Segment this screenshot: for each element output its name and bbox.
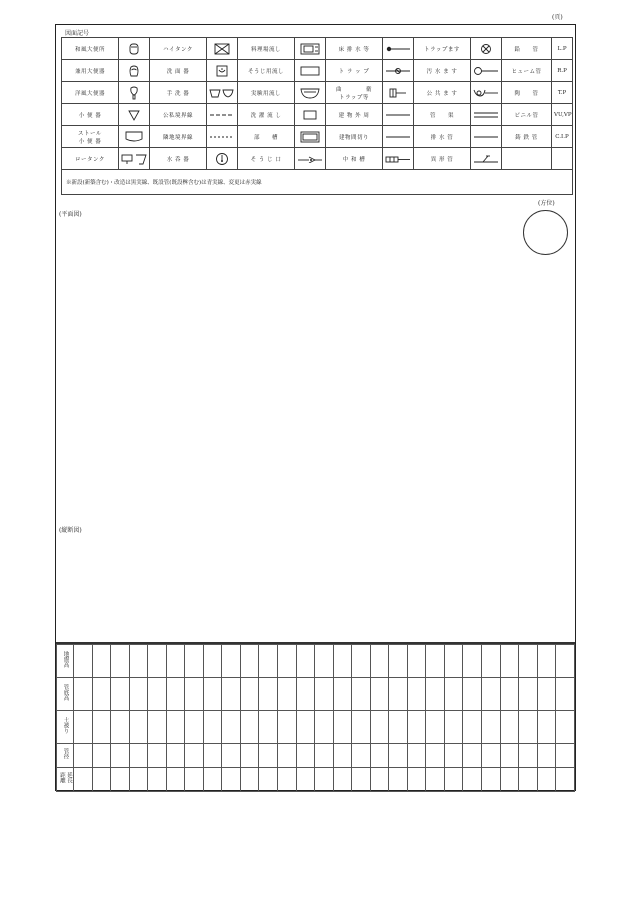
legend-abbr (552, 148, 573, 170)
inspection-cell[interactable] (315, 743, 334, 767)
legend-label: 洗 濯 流 し (238, 104, 295, 126)
legend-abbr: R.P (552, 60, 573, 82)
neutralization-tank-icon (383, 148, 414, 170)
legend-label: 鋳 鉄 管 (502, 126, 552, 148)
inspection-cell[interactable] (92, 645, 111, 678)
inspection-cell[interactable] (333, 677, 352, 710)
inspection-cell[interactable] (203, 710, 222, 743)
inspection-cell[interactable] (556, 710, 575, 743)
cleanout-icon (295, 148, 326, 170)
inspection-cell[interactable] (426, 710, 445, 743)
lab-sink-icon (295, 82, 326, 104)
inspection-cell[interactable] (111, 710, 130, 743)
inspection-cell[interactable] (148, 677, 167, 710)
compass-circle (523, 210, 568, 255)
section-view-label: (縦断図) (59, 527, 82, 534)
sewage-basin-icon (471, 60, 502, 82)
inspection-cell[interactable] (463, 677, 482, 710)
inspection-cell[interactable] (519, 743, 538, 767)
inspection-cell[interactable] (537, 677, 556, 710)
inspection-cell[interactable] (315, 767, 334, 791)
legend-label: ヒューム管 (502, 60, 552, 82)
inspection-cell[interactable] (389, 645, 408, 678)
inspection-cell[interactable] (166, 767, 185, 791)
legend-row (62, 126, 573, 148)
inspection-cell[interactable] (333, 743, 352, 767)
tank-icon (295, 126, 326, 148)
building-partition-line-icon (383, 126, 414, 148)
legend-row (62, 148, 573, 170)
inspection-cell[interactable] (166, 677, 185, 710)
public-private-boundary-line-icon (207, 104, 238, 126)
legend-row (62, 60, 573, 82)
inspection-cell[interactable] (278, 767, 297, 791)
inspection-cell[interactable] (407, 767, 426, 791)
inspection-cell[interactable] (74, 645, 93, 678)
inspection-cell[interactable] (352, 743, 371, 767)
legend-label: ロータンク (62, 148, 119, 170)
inspection-cell[interactable] (111, 743, 130, 767)
inspection-cell[interactable] (129, 710, 148, 743)
inspection-cell[interactable] (222, 767, 241, 791)
inspection-cell[interactable] (537, 767, 556, 791)
drain-pipe-line-icon (471, 126, 502, 148)
legend-label: 洗 面 器 (150, 60, 207, 82)
inspection-cell[interactable] (407, 743, 426, 767)
high-tank-icon (207, 38, 238, 60)
inspection-cell[interactable] (185, 645, 204, 678)
inspection-cell[interactable] (426, 645, 445, 678)
inspection-cell[interactable] (463, 767, 482, 791)
inspection-cell[interactable] (222, 677, 241, 710)
inspection-cell[interactable] (222, 645, 241, 678)
inspection-cell[interactable] (556, 645, 575, 678)
inspection-cell[interactable] (444, 645, 463, 678)
inspection-cell[interactable] (333, 710, 352, 743)
legend-row (62, 104, 573, 126)
inspection-row-label: 土被り (57, 710, 74, 743)
drinking-fountain-icon (207, 148, 238, 170)
legend-label (502, 148, 552, 170)
inspection-cell[interactable] (129, 645, 148, 678)
inspection-cell[interactable] (482, 645, 501, 678)
inspection-cell[interactable] (92, 710, 111, 743)
inspection-cell[interactable] (111, 645, 130, 678)
legend-label: そ う じ 口 (238, 148, 295, 170)
inspection-cell[interactable] (278, 710, 297, 743)
inspection-cell[interactable] (166, 743, 185, 767)
inspection-cell[interactable] (240, 743, 259, 767)
legend-label: 公私境界線 (150, 104, 207, 126)
inspection-cell[interactable] (92, 767, 111, 791)
legend-abbr: T.P (552, 82, 573, 104)
inspection-cell[interactable] (519, 767, 538, 791)
legend-label: 洋風大便器 (62, 82, 119, 104)
inspection-cell[interactable] (296, 677, 315, 710)
legend-table (61, 37, 573, 195)
dual-toilet-icon (119, 60, 150, 82)
low-tank-icon (119, 148, 150, 170)
inspection-cell[interactable] (352, 677, 371, 710)
inspection-cell[interactable] (92, 677, 111, 710)
kitchen-sink-icon (295, 38, 326, 60)
fitting-pipe-icon (471, 148, 502, 170)
legend-label: ストール 小 便 器 (62, 126, 119, 148)
inspection-cell[interactable] (444, 710, 463, 743)
inspection-cell[interactable] (203, 743, 222, 767)
inspection-cell[interactable] (537, 743, 556, 767)
neighbor-boundary-line-icon (207, 126, 238, 148)
inspection-row-label: 地盤高 (57, 645, 74, 678)
inspection-cell[interactable] (278, 677, 297, 710)
inspection-grid (56, 642, 575, 792)
cleaning-sink-icon (295, 60, 326, 82)
inspection-cell[interactable] (500, 677, 519, 710)
inspection-cell[interactable] (389, 677, 408, 710)
inspection-cell[interactable] (482, 677, 501, 710)
inspection-cell[interactable] (444, 743, 463, 767)
inspection-cell[interactable] (500, 710, 519, 743)
floor-drain-icon (383, 38, 414, 60)
inspection-cell[interactable] (166, 710, 185, 743)
inspection-cell[interactable] (389, 743, 408, 767)
legend-label: 排 水 管 (414, 126, 471, 148)
legend-label: 料理場流し (238, 38, 295, 60)
inspection-cell[interactable] (556, 767, 575, 791)
inspection-cell[interactable] (185, 743, 204, 767)
inspection-cell[interactable] (370, 677, 389, 710)
inspection-cell[interactable] (166, 645, 185, 678)
inspection-cell[interactable] (370, 743, 389, 767)
inspection-row (57, 710, 575, 743)
washbasin-icon (207, 60, 238, 82)
inspection-cell[interactable] (92, 743, 111, 767)
inspection-cell[interactable] (315, 677, 334, 710)
inspection-cell[interactable] (148, 767, 167, 791)
inspection-cell[interactable] (352, 767, 371, 791)
legend-label: 兼用大便器 (62, 60, 119, 82)
inspection-cell[interactable] (315, 710, 334, 743)
inspection-cell[interactable] (352, 645, 371, 678)
inspection-cell[interactable] (352, 710, 371, 743)
inspection-cell[interactable] (463, 645, 482, 678)
legend-label: 曲 衛 トラップ等 (326, 82, 383, 104)
western-toilet-icon (119, 82, 150, 104)
legend-label: そうじ用流し (238, 60, 295, 82)
legend-label: 水 呑 器 (150, 148, 207, 170)
inspection-cell[interactable] (407, 645, 426, 678)
inspection-cell[interactable] (185, 767, 204, 791)
inspection-cell[interactable] (500, 645, 519, 678)
legend-label: 管 渠 (414, 104, 471, 126)
inspection-cell[interactable] (426, 767, 445, 791)
inspection-cell[interactable] (74, 767, 93, 791)
inspection-cell[interactable] (500, 743, 519, 767)
inspection-cell[interactable] (500, 767, 519, 791)
inspection-row (57, 677, 575, 710)
inspection-cell[interactable] (240, 767, 259, 791)
inspection-cell[interactable] (296, 743, 315, 767)
inspection-cell[interactable] (315, 645, 334, 678)
inspection-cell[interactable] (296, 710, 315, 743)
legend-label: 中 和 槽 (326, 148, 383, 170)
legend-label: 建物間切り (326, 126, 383, 148)
inspection-cell[interactable] (278, 743, 297, 767)
inspection-cell[interactable] (148, 645, 167, 678)
inspection-cell[interactable] (296, 767, 315, 791)
inspection-cell[interactable] (389, 710, 408, 743)
inspection-cell[interactable] (426, 743, 445, 767)
inspection-cell[interactable] (370, 645, 389, 678)
inspection-cell[interactable] (222, 710, 241, 743)
laundry-sink-icon (295, 104, 326, 126)
inspection-cell[interactable] (203, 677, 222, 710)
inspection-cell[interactable] (333, 645, 352, 678)
inspection-cell[interactable] (537, 710, 556, 743)
inspection-cell[interactable] (407, 710, 426, 743)
legend-abbr: C.I.P (552, 126, 573, 148)
inspection-cell[interactable] (203, 645, 222, 678)
inspection-cell[interactable] (148, 710, 167, 743)
inspection-cell[interactable] (185, 710, 204, 743)
plan-view-label: (平面図) (59, 211, 82, 218)
inspection-cell[interactable] (426, 677, 445, 710)
legend-label: 和風大便所 (62, 38, 119, 60)
legend-label: ビニル管 (502, 104, 552, 126)
inspection-cell[interactable] (240, 645, 259, 678)
legend-label: ト ラ ッ プ (326, 60, 383, 82)
building-perimeter-line-icon (383, 104, 414, 126)
inspection-row-label: 管底高 (57, 677, 74, 710)
inspection-cell[interactable] (259, 710, 278, 743)
inspection-cell[interactable] (407, 677, 426, 710)
inspection-cell[interactable] (463, 743, 482, 767)
legend-row (62, 38, 573, 60)
legend-label: 異 形 管 (414, 148, 471, 170)
legend-abbr: L.P (552, 38, 573, 60)
legend-label: 床 排 水 等 (326, 38, 383, 60)
legend-label: 鉛 管 (502, 38, 552, 60)
public-basin-icon (471, 82, 502, 104)
legend-label: 隣地境界線 (150, 126, 207, 148)
inspection-cell[interactable] (370, 710, 389, 743)
culvert-line-icon (471, 104, 502, 126)
inspection-cell[interactable] (463, 710, 482, 743)
inspection-cell[interactable] (74, 743, 93, 767)
inspection-cell[interactable] (129, 677, 148, 710)
legend-label: 公 共 ま す (414, 82, 471, 104)
legend-note: ※新設(新築含む)・改造は黒実線、既設管(既設桝含む)は青実線、変更は赤実線 (62, 170, 573, 195)
inspection-cell[interactable] (129, 743, 148, 767)
legend-label: ハイタンク (150, 38, 207, 60)
inspection-cell[interactable] (259, 767, 278, 791)
legend-title: 図面記号 (65, 30, 90, 37)
legend-row (62, 82, 573, 104)
trap-basin-icon (471, 38, 502, 60)
inspection-cell[interactable] (259, 743, 278, 767)
inspection-cell[interactable] (240, 677, 259, 710)
legend-label: 部 槽 (238, 126, 295, 148)
inspection-cell[interactable] (389, 767, 408, 791)
inspection-cell[interactable] (519, 710, 538, 743)
hand-washer-icon (207, 82, 238, 104)
inspection-row (57, 743, 575, 767)
legend-label: 陶 管 (502, 82, 552, 104)
legend-label: 建 物 外 周 (326, 104, 383, 126)
legend-label: 汚 水 ま す (414, 60, 471, 82)
inspection-cell[interactable] (333, 767, 352, 791)
inspection-cell[interactable] (519, 645, 538, 678)
inspection-cell[interactable] (259, 645, 278, 678)
page-number: (頁) (552, 14, 563, 21)
inspection-cell[interactable] (519, 677, 538, 710)
inspection-cell[interactable] (203, 767, 222, 791)
inspection-cell[interactable] (129, 767, 148, 791)
inspection-cell[interactable] (185, 677, 204, 710)
trap-icon (383, 60, 414, 82)
legend-label: トラップます (414, 38, 471, 60)
inspection-cell[interactable] (74, 677, 93, 710)
bent-trap-icon (383, 82, 414, 104)
inspection-cell[interactable] (556, 677, 575, 710)
inspection-cell[interactable] (278, 645, 297, 678)
inspection-cell[interactable] (111, 767, 130, 791)
inspection-cell[interactable] (111, 677, 130, 710)
inspection-row-label: 管径 (57, 743, 74, 767)
japanese-toilet-icon (119, 38, 150, 60)
compass-label: (方位) (538, 200, 555, 207)
legend-abbr: VU,VP (552, 104, 573, 126)
inspection-cell[interactable] (482, 743, 501, 767)
inspection-cell[interactable] (74, 710, 93, 743)
inspection-row-label: 延長 距離 (57, 767, 74, 791)
inspection-cell[interactable] (370, 767, 389, 791)
inspection-row (57, 767, 575, 791)
legend-label: 小 便 器 (62, 104, 119, 126)
inspection-cell[interactable] (482, 710, 501, 743)
inspection-cell[interactable] (222, 743, 241, 767)
inspection-cell[interactable] (537, 645, 556, 678)
inspection-cell[interactable] (240, 710, 259, 743)
inspection-cell[interactable] (296, 645, 315, 678)
inspection-cell[interactable] (148, 743, 167, 767)
inspection-cell[interactable] (556, 743, 575, 767)
legend-label: 実験用流し (238, 82, 295, 104)
legend-label: 手 洗 器 (150, 82, 207, 104)
inspection-row (57, 645, 575, 678)
inspection-cell[interactable] (444, 767, 463, 791)
inspection-cell[interactable] (444, 677, 463, 710)
stall-urinal-icon (119, 126, 150, 148)
urinal-icon (119, 104, 150, 126)
inspection-cell[interactable] (259, 677, 278, 710)
inspection-cell[interactable] (482, 767, 501, 791)
